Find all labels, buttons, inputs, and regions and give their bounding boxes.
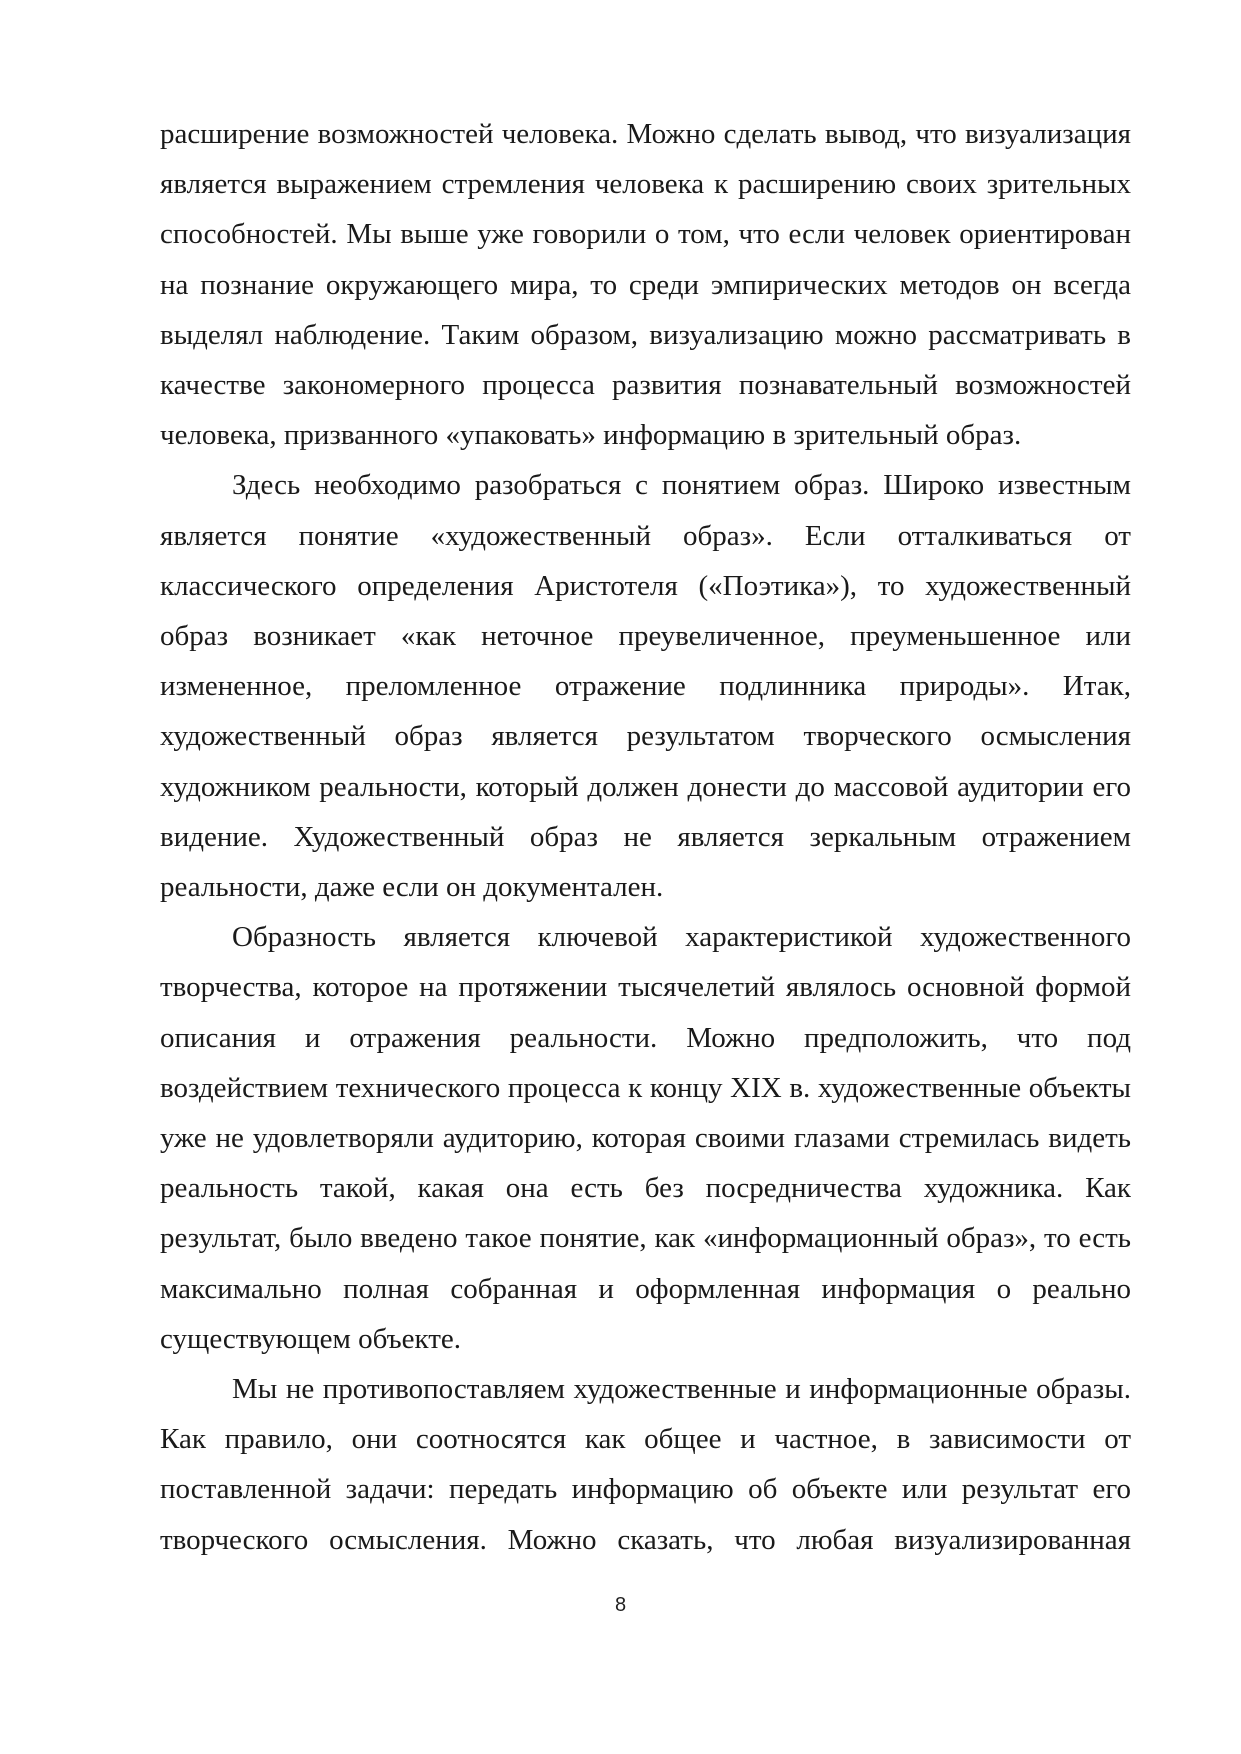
page-number: 8: [614, 1594, 627, 1616]
body-text: [160, 109, 1131, 1565]
paragraph-3: Образность является ключевой характеристикой художественного творчества, которое на протяжении тысячелетий являлось основной формой описания и отражения реальности. Можно предположить, что под воздействием технического процесса к концу XIX в. художественные объекты уже не удовлетворяли аудиторию, которая своими глазами стремилась видеть реальность такой, какая она есть без посредничества художника. Как результат, было введено такое понятие, как «информационный образ», то есть максимально полная собранная и оформленная информация о реально существующем объекте.: [160, 921, 1131, 1355]
paragraph-2: Здесь необходимо разобраться с понятием образ. Широко известным является понятие «художественный образ». Если отталкиваться от классического определения Аристотеля («Поэтика»), то художественный образ возникает «как неточное преувеличенное, преуменьшенное или измененное, преломленное отражение подлинника природы». Итак, художественный образ является результатом творческого осмысления художником реальности, который должен донести до массовой аудитории его видение. Художественный образ не является зеркальным отражением реальности, даже если он документален.: [160, 469, 1131, 904]
paragraph-4: Мы не противопоставляем художественные и информационные образы. Как правило, они соотносятся как общее и частное, в зависимости от поставленной задачи: передать информацию об объекте или результат его творческого осмысления. Можно сказать, что любая визуализированная: [160, 1373, 1131, 1556]
paragraph-1: расширение возможностей человека. Можно сделать вывод, что визуализация является выражением стремления человека к расширению своих зрительных способностей. Мы выше уже говорили о том, что если человек ориентирован на познание окружающего мира, то среди эмпирических методов он всегда выделял наблюдение. Таким образом, визуализацию можно рассматривать в качестве закономерного процесса развития познавательный возможностей человека, призванного «упаковать» информацию в зрительный образ.: [160, 118, 1131, 452]
